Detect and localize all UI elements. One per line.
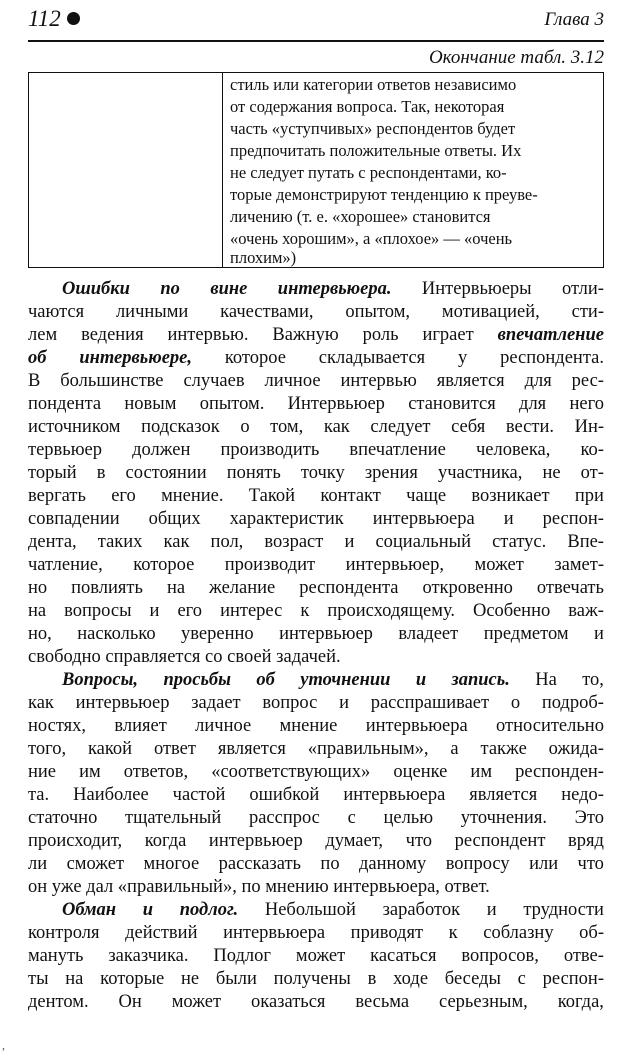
text-line [28,554,604,577]
table-line: предпочитать положительные ответы. Их [230,141,522,160]
text-line [28,692,604,715]
table-line: торые демонстрируют тенденцию к преуве- [230,185,538,204]
word: и [142,900,154,920]
word: частой [172,785,226,805]
word: статочно [28,808,98,828]
word: интервьюере, [79,348,193,368]
table-line: «очень хорошим», а «плохое» — «очень [230,229,513,248]
word: складывается [318,348,426,368]
word: может [474,555,524,575]
word: большинстве [60,371,164,391]
word: состоянии [125,463,207,483]
table-line: личению (т. е. «хорошее» становится [230,207,491,226]
word: мотивацией, [441,302,540,322]
word: действий [125,923,198,943]
word: может [295,946,346,966]
word: опытом. [199,394,265,414]
word: социальный [375,532,471,552]
word: ние [28,762,57,782]
text-line [28,439,604,462]
word: оценке [393,762,448,782]
text-line [28,646,604,669]
word: респондента. [500,348,604,368]
text-line [28,416,604,439]
word: интервьюера [343,785,446,805]
word: повлиять [71,578,143,598]
word: производить [220,440,320,460]
word: на [166,578,186,598]
word: тервьюер [28,440,102,460]
word: совпадении [28,509,120,529]
word: Он [118,992,142,1012]
word: с [517,969,526,989]
word: возникает [471,486,550,506]
word: подроб- [541,693,604,713]
word: и [486,900,497,920]
word: думает, [325,831,384,851]
word: интерес [220,601,283,621]
word: становится [408,394,496,414]
word: подлог. [179,900,239,920]
word: должен [132,440,191,460]
word: вопросу [445,854,510,874]
word: касаться [370,946,437,966]
word: которые [100,969,165,989]
word: роль [362,325,399,345]
page-number [28,4,80,34]
word: о [510,693,521,713]
text-line [28,784,604,807]
word: заказчика. [108,946,189,966]
word: происходит, [28,831,123,851]
word: ко- [580,440,604,460]
table-cell-text [224,73,603,267]
text-line [62,899,604,922]
word: относительно [496,716,604,736]
text-segment: он уже дал «правильный», по мнению интервьюера, ответ. [28,877,490,897]
table-continuation [28,72,604,268]
text-line [28,922,604,945]
word: и [415,670,427,690]
word: респон- [542,509,604,529]
word: контроля [28,923,100,943]
word: ведения [81,325,144,345]
word: им [79,762,101,782]
word: статус. [492,532,547,552]
word: интервьюера [372,509,475,529]
word: на [28,601,47,621]
word: Впе- [567,532,604,552]
word: но [28,578,48,598]
word: им [470,762,493,782]
page-header [28,4,604,42]
word: расспрашивает [370,693,490,713]
word: и [344,532,355,552]
word: пол, [210,532,244,552]
word: личное [195,716,252,736]
word: дента, [28,532,77,552]
word: или [529,854,559,874]
word: приводят [350,923,424,943]
word: влияет [114,716,167,736]
word: запись. [451,670,510,690]
word: источником [28,417,121,437]
word: серьезным, [439,992,528,1012]
text-line [28,301,604,324]
word: человека, [475,440,551,460]
word: респонден- [515,762,604,782]
text-line [28,991,604,1014]
word: и [503,509,514,529]
word: может [171,992,222,1012]
word: вергать [28,486,86,506]
word: получены [273,969,351,989]
word: желание [209,578,276,598]
word: интервьюер, [345,555,445,575]
word: того, [28,739,67,759]
word: Такой [248,486,296,506]
word: и [149,601,160,621]
word: владеет [398,624,459,644]
text-line [28,623,604,646]
word: На [535,670,557,690]
word: его [177,601,203,621]
word: чаются [28,302,85,322]
word: ошибкой [249,785,320,805]
word: качествами, [220,302,314,322]
text-line [28,485,604,508]
word: респондента [299,578,399,598]
word: Наиболее [73,785,149,805]
bullet-dot-icon [67,12,80,25]
word: Интервьюер [287,394,385,414]
word: личное [264,371,321,391]
paragraph [28,278,604,669]
word: многое [143,854,200,874]
word: по [320,854,340,874]
word: как [28,693,54,713]
word: к [448,923,458,943]
word: насколько [77,624,156,644]
paragraph [28,669,604,899]
text-line [28,968,604,991]
word: уточнении [300,670,391,690]
text-line [28,761,604,784]
word: ностях, [28,716,87,736]
word: интервьюер [279,624,373,644]
word: том, [270,417,304,437]
word: отвечать [536,578,604,598]
text-line [28,393,604,416]
text-line [28,462,604,485]
word: опытом, [345,302,411,322]
word: как [163,532,190,552]
word: вопрос [262,693,318,713]
word: то, [582,670,604,690]
word: ответов, [123,762,189,782]
word: рес- [571,371,604,391]
word: дентом. [28,992,89,1012]
word: ответ [153,739,196,759]
word: вести. [505,417,554,437]
word: отве- [563,946,604,966]
word: мнение. [161,486,224,506]
word: общих [148,509,201,529]
word: его [111,486,136,506]
word: и [594,624,604,644]
word: себя [451,417,486,437]
word: важ- [568,601,604,621]
word: что [405,831,433,851]
table-line: от содержания вопроса. Так, некоторая [230,97,505,116]
body-text [28,278,604,1014]
word: также [480,739,527,759]
word: об [28,348,47,368]
word: у [458,348,468,368]
word: Это [574,808,604,828]
table-line: плохим») [230,248,297,267]
word: вряд [568,831,604,851]
word: от- [580,463,604,483]
word: вопросов, [461,946,539,966]
word: играет [422,325,474,345]
word: но, [28,624,52,644]
word: «правильным», [307,739,429,759]
word: об [256,670,275,690]
word: интервьюер [75,693,170,713]
word: как [323,417,350,437]
word: новым [124,394,177,414]
table-line: часть «уступчивых» респондентов будет [230,119,516,138]
word: не [180,969,200,989]
word: Небольшой [264,900,356,920]
paragraph [28,899,604,1014]
text-line [28,324,604,347]
word: просьбы [163,670,231,690]
word: чаще [406,486,447,506]
word: отли- [562,279,604,299]
word: понять [226,463,281,483]
word: расспрос [248,808,320,828]
word: следует [370,417,431,437]
word: интервьюера [365,716,468,736]
word: впечатление [349,440,446,460]
word: сможет [66,854,125,874]
word: интервью. [167,325,249,345]
word: задает [191,693,241,713]
text-line [28,715,604,738]
word: «соответствующих» [211,762,371,782]
chapter-title: Глава 3 [544,9,604,30]
word: пондента [28,394,102,414]
text-line [28,738,604,761]
word: не [542,463,561,483]
text-line [28,508,604,531]
word: в [96,463,106,483]
word: Важную [272,325,339,345]
word: на [65,969,84,989]
word: торый [28,463,77,483]
text-line [28,853,604,876]
word: производит [224,555,316,575]
word: оказаться [250,992,326,1012]
word: возраст [264,532,324,552]
word: Ошибки [62,279,130,299]
word: происходящему. [327,601,455,621]
word: и [339,693,349,713]
word: а [450,739,459,759]
word: характеристик [229,509,344,529]
word: когда, [557,992,604,1012]
word: интервьюера. [277,279,392,299]
word: данному [359,854,427,874]
word: в [367,969,377,989]
word: рассказать [218,854,301,874]
word: участника, [437,463,523,483]
text-line [28,577,604,600]
word: ожида- [548,739,604,759]
word: сти- [571,302,604,322]
run-in-heading: впечатление [497,325,604,345]
table-caption: Окончание табл. 3.12 [428,47,604,68]
word: откровенно [422,578,513,598]
word: таких [97,532,143,552]
word: интервьюера [223,923,326,943]
text-line [62,669,604,692]
table-cell-empty [29,73,223,267]
word: когда [144,831,187,851]
word: В [28,371,41,391]
text-line [28,807,604,830]
word: респон- [542,969,604,989]
word: предметом [483,624,569,644]
word: личными [115,302,189,322]
text-line [28,531,604,554]
text-line [28,600,604,623]
word: которое [224,348,286,368]
word: ли [28,854,48,874]
word: о [240,417,250,437]
word: Вопросы, [62,670,139,690]
word: интервью [340,371,417,391]
word: подсказок [141,417,220,437]
word: замет- [554,555,604,575]
word: уверенно [181,624,254,644]
text-line [62,278,604,301]
word: при [574,486,604,506]
word: является [469,785,538,805]
word: ходе [393,969,429,989]
word: трудности [523,900,604,920]
word: весьма [355,992,410,1012]
word: чатление, [28,555,103,575]
word: заработок [382,900,461,920]
word: точку [300,463,345,483]
word: вине [210,279,248,299]
word: что [577,854,604,874]
word: об- [579,923,604,943]
word: респондент [454,831,546,851]
margin-mark: , [2,1038,5,1052]
word: является [436,371,505,391]
word: для [524,371,552,391]
table-line: не следует путать с респондентами, ко- [230,163,507,182]
word: Ин- [574,417,604,437]
word: для [519,394,547,414]
word: уточнения. [460,808,547,828]
word: мануть [28,946,84,966]
word: соблазну [483,923,554,943]
page-number-text: 112 [28,6,61,31]
word: по [160,279,180,299]
word: мнение [279,716,338,736]
word: лем [28,325,58,345]
word: является [217,739,286,759]
word: беседы [444,969,501,989]
text-line [28,347,604,370]
word: с [347,808,356,828]
word: зрения [364,463,418,483]
word: вопросы [64,601,132,621]
word: ты [28,969,49,989]
word: Особенно [472,601,551,621]
text-line [28,876,604,899]
word: которое [133,555,195,575]
word: интервьюер [208,831,303,851]
word: целью [383,808,434,828]
word: Подлог [213,946,271,966]
word: были [215,969,257,989]
word: та. [28,785,50,805]
text-line [28,370,604,393]
word: недо- [561,785,604,805]
text-line [28,945,604,968]
word: Интервьюеры [421,279,532,299]
word: какой [87,739,133,759]
text-segment: свободно справляется со своей задачей. [28,647,341,667]
word: случаев [183,371,245,391]
word: него [569,394,604,414]
text-line [28,830,604,853]
word: контакт [320,486,381,506]
word: тщательный [125,808,222,828]
table-line: стиль или категории ответов независимо [230,75,517,94]
word: Обман [62,900,117,920]
word: к [300,601,310,621]
